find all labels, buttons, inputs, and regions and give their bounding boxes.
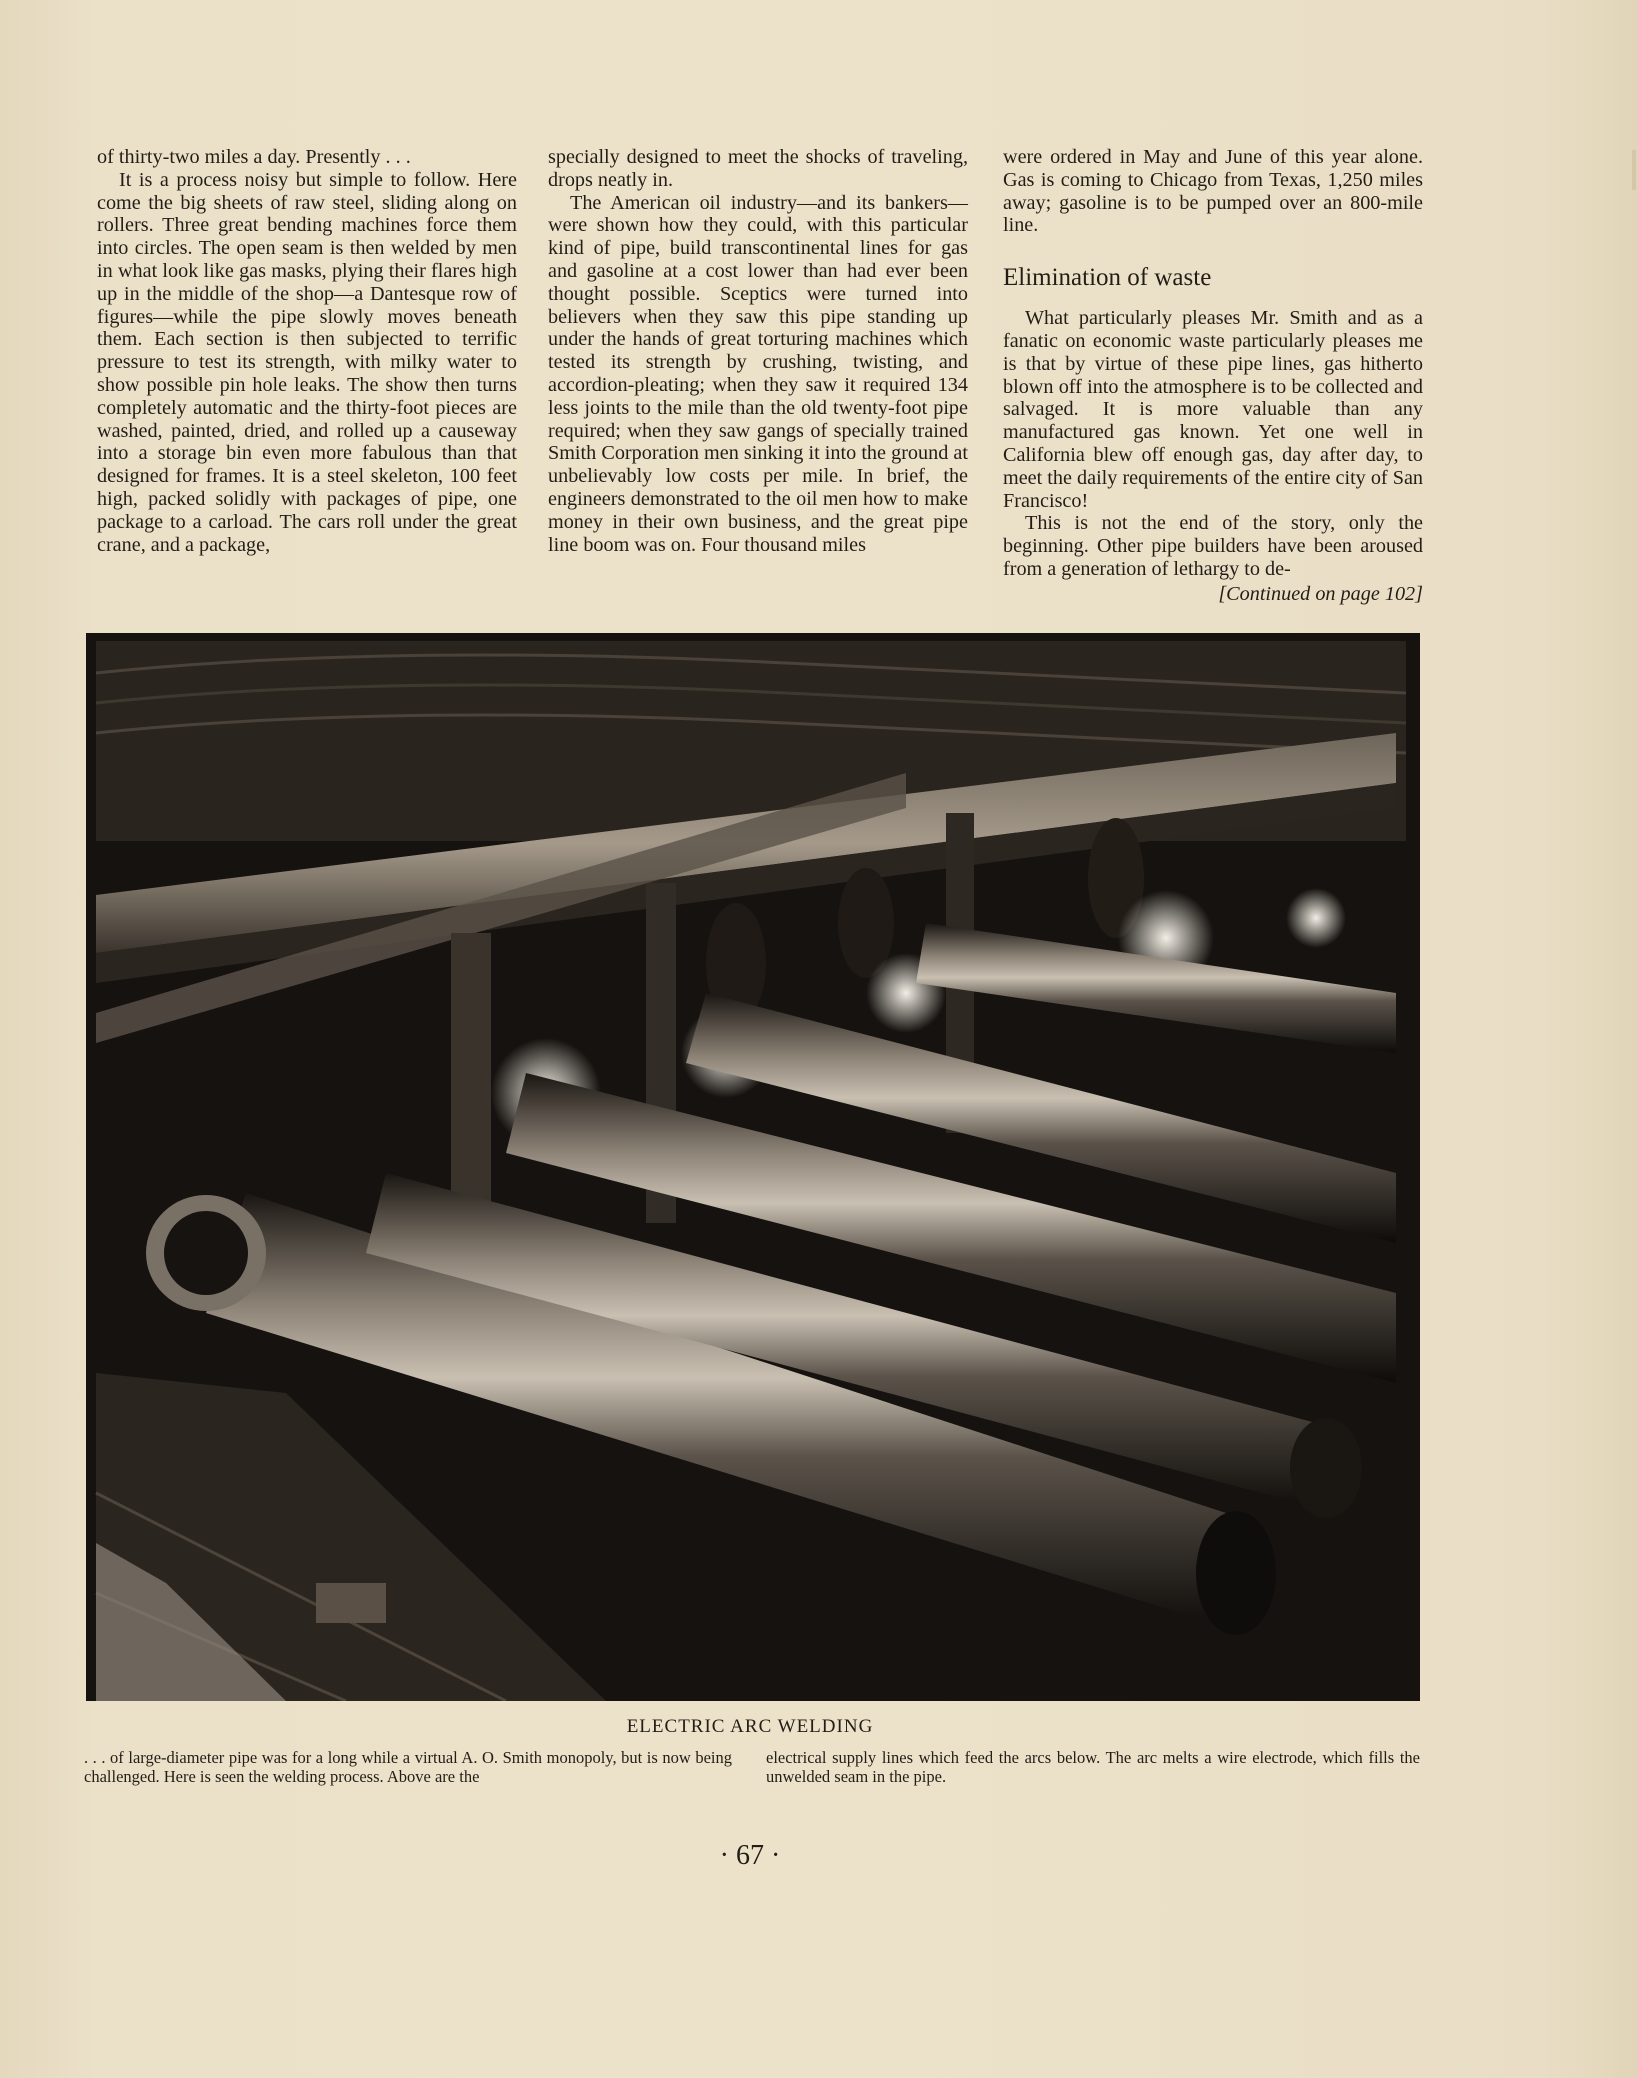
col3-paragraph-2: What particularly pleases Mr. Smith and as a fanatic on economic waste particularly pleases me is that by virtue of these pipe lines, gas hitherto blown off into the atmosphere is to be collected and salvaged. It is more valuable than any manufactured gas known. Yet one well in California blew off enough gas, day after day, to meet the daily requirements of the entire city of San Francisco! <box>1003 307 1423 512</box>
page-number: · 67 · <box>719 1840 781 1871</box>
col1-paragraph-1: of thirty-two miles a day. Presently . . . <box>97 146 411 168</box>
col2-paragraph-2: The American oil industry—and its bankers—were shown how they could, with this particular kind of pipe, build transcontinental lines for gas and gasoline at a cost lower than had ever been thought possible. Sceptics were turned into believers when they saw this pipe standing up under the hands of great torturing machines which tested its strength by crushing, twisting, and accordion-pleating; when they saw it required 134 less joints to the mile than the old twenty-foot pipe required; when they saw gangs of specially trained Smith Corporation men sinking it into the ground at unbelievably low costs per mile. In brief, the engineers demonstrated to the oil men how to make money in their own business, and the great pipe line boom was on. Four thousand miles <box>548 191 968 556</box>
column-3 <box>1003 146 1423 606</box>
column-1 <box>97 146 517 556</box>
continued-notice: [Continued on page 102] <box>1218 582 1423 605</box>
section-subheading: Elimination of waste <box>1003 264 1212 292</box>
col3-paragraph-1: were ordered in May and June of this year alone. Gas is coming to Chicago from Texas, 1,250 miles away; gasoline is to be pumped over an 800-mile line. <box>1003 146 1423 237</box>
col1-paragraph-2: It is a process noisy but simple to follow. Here come the big sheets of raw steel, sliding along on rollers. Three great bending machines force them into circles. The open seam is then welded by men in what look like gas masks, plying their flares high up in the middle of the shop—a Dantesque row of figures—while the pipe slowly moves beneath them. Each section is then subjected to terrific pressure to test its strength, with milky water to show possible pin hole leaks. The show then turns completely automatic and the thirty-foot pieces are washed, painted, dried, and rolled up a causeway into a storage bin even more fabulous than that designed for frames. It is a steel skeleton, 100 feet high, packed solidly with packages of pipe, one package to a carload. The cars roll under the great crane, and a package, <box>97 168 517 556</box>
page-edge-mark <box>1632 150 1636 190</box>
col2-paragraph-1: specially designed to meet the shocks of traveling, drops neatly in. <box>548 146 968 191</box>
welding-photo <box>86 633 1420 1701</box>
photo-caption-left: . . . of large-diameter pipe was for a long while a virtual A. O. Smith monopoly, but is now being challenged. Here is seen the welding process. Above are the <box>84 1748 732 1786</box>
welding-photo-illustration <box>86 633 1420 1701</box>
photo-title: ELECTRIC ARC WELDING <box>626 1716 874 1737</box>
article-body <box>97 146 1431 616</box>
photo-caption-right: electrical supply lines which feed the arcs below. The arc melts a wire electrode, which fills the unwelded seam in the pipe. <box>766 1748 1420 1786</box>
column-2 <box>548 146 968 556</box>
col3-paragraph-3: This is not the end of the story, only the beginning. Other pipe builders have been aroused from a generation of lethargy to de- <box>1003 512 1423 580</box>
